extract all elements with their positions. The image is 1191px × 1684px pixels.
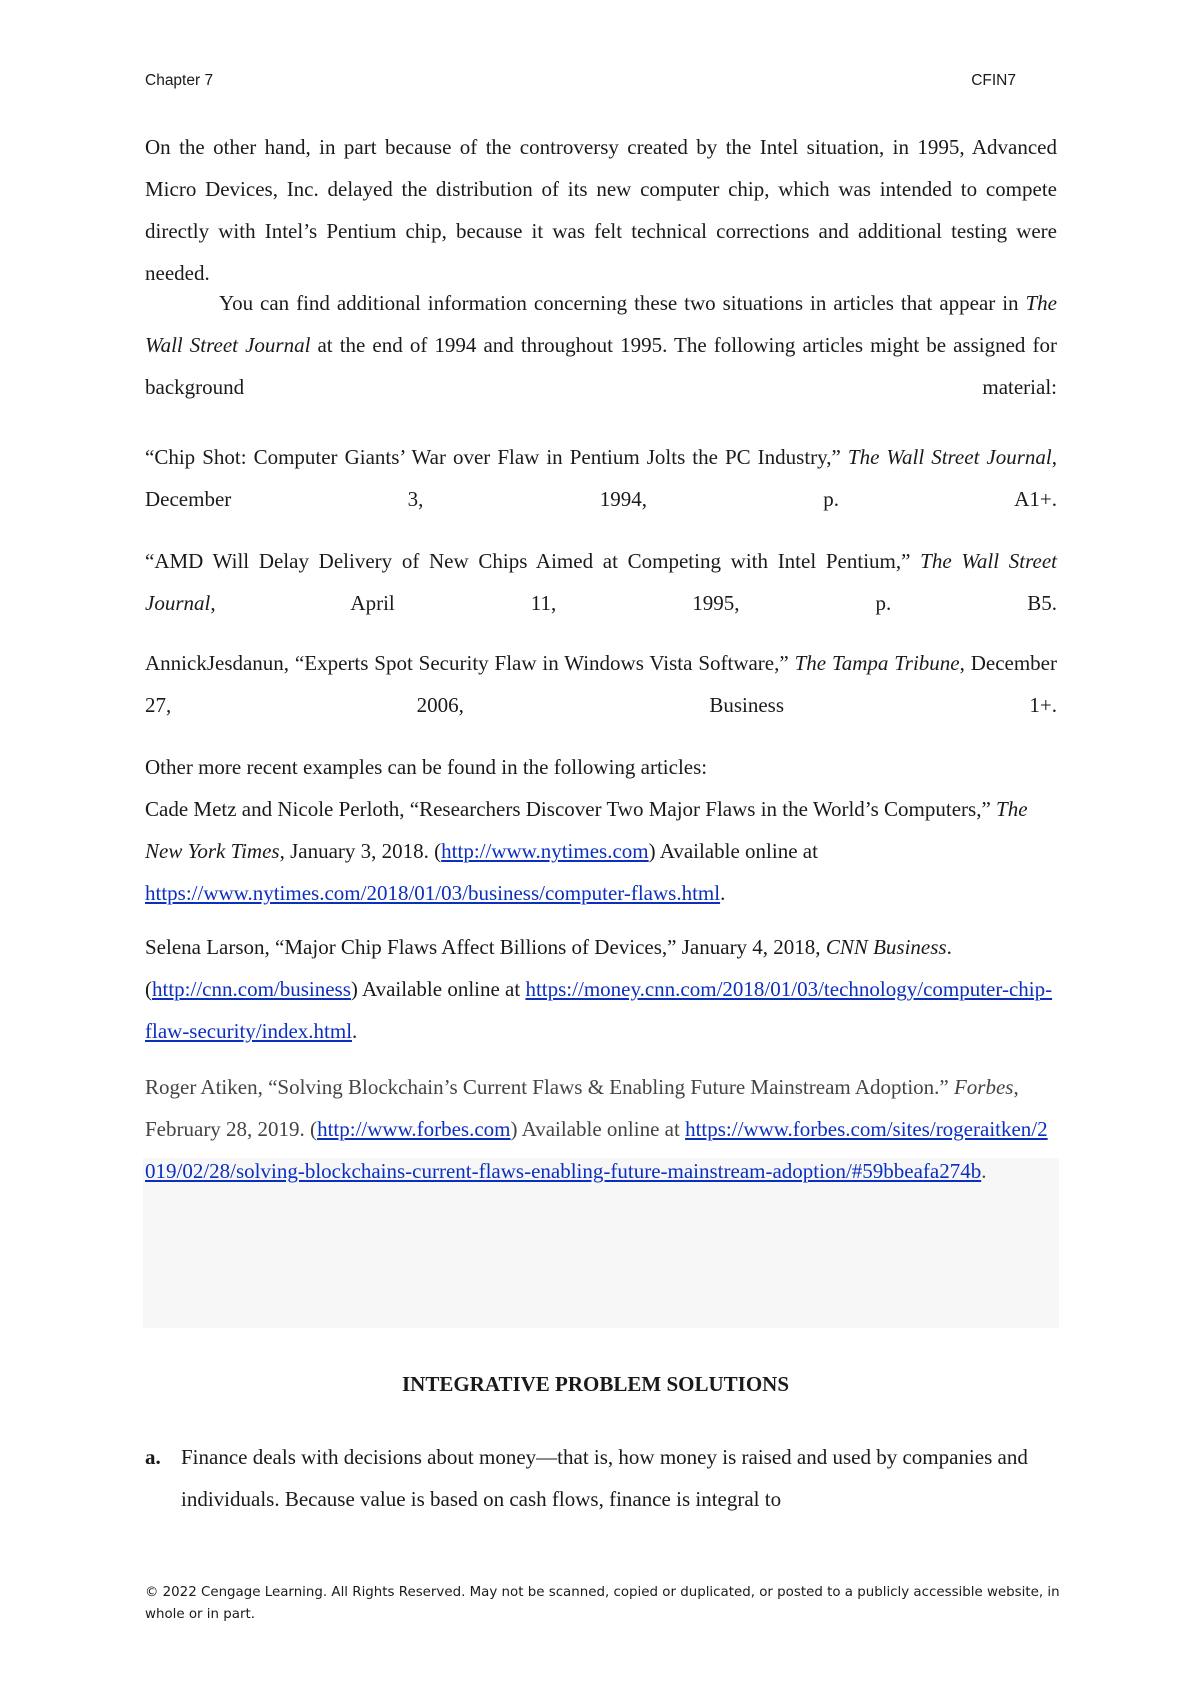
recent-examples-block (145, 746, 1057, 914)
recent-examples-intro: Other more recent examples can be found in the following articles: (145, 755, 708, 779)
copyright-footer: © 2022 Cengage Learning. All Rights Reserved. May not be scanned, copied or duplicated, or posted to a publicly accessible website, in whole or in part. (145, 1585, 1060, 1622)
item-text: Finance deals with decisions about money—that is, how money is raised and used by companies and individuals. Because value is based on cash flows, finance is integral to (181, 1445, 1028, 1511)
paragraph-amd-text: On the other hand, in part because of the controversy created by the Intel situation, in 1995, Advanced Micro Devices, Inc. delayed the distribution of its new computer chip, which was intended to compete directly with Intel’s Pentium chip, because it was felt technical corrections and additional testing were needed. (145, 135, 1057, 285)
running-header-course: CFIN7 (971, 72, 1016, 89)
forbes-article-link[interactable]: https://www.forbes.com/sites/rogeraitken/2019/02/28/solving-blockchains-current-flaws-enabling-future-mainstream-adoption/#59bbeafa274b (145, 1117, 1048, 1183)
reference-chip-shot: “Chip Shot: Computer Giants’ War over Flaw in Pentium Jolts the PC Industry,” The Wall Street Journal, December 3, 1994, p. A1+. (145, 445, 1058, 511)
section-heading: INTEGRATIVE PROBLEM SOLUTIONS (401, 1372, 790, 1396)
paragraph-articles-intro: You can find additional information concerning these two situations in articles that appear in The Wall Street Journal at the end of 1994 and throughout 1995. The following articles might be assigned for background material: (145, 291, 1057, 399)
running-header-chapter: Chapter 7 (145, 72, 214, 89)
solution-item-a (145, 1436, 1057, 1520)
nytimes-article-link[interactable]: https://www.nytimes.com/2018/01/03/business/computer-flaws.html (145, 881, 721, 905)
reference-vista-flaw: AnnickJesdanun, “Experts Spot Security Flaw in Windows Vista Software,” The Tampa Tribune, December 27, 2006, Business 1+. (145, 651, 1057, 717)
reference-amd-delay: “AMD Will Delay Delivery of New Chips Aimed at Competing with Intel Pentium,” The Wall Street Journal, April 11, 1995, p. B5. (145, 549, 1057, 615)
paragraph-amd (145, 126, 1057, 294)
item-label: a. (145, 1445, 161, 1469)
reference-cnn: Selena Larson, “Major Chip Flaws Affect Billions of Devices,” January 4, 2018, CNN Business. (http://cnn.com/business) Available online at https://money.cnn.com/2018/01/03/technology/computer-chip-flaw-security/index.html. (145, 935, 1053, 1043)
reference-forbes: Roger Atiken, “Solving Blockchain’s Current Flaws & Enabling Future Mainstream Adoption.” Forbes, February 28, 2019. (http://www.forbes.com) Available online at https://www.forbes.com/sites/rogeraitken/2019/02/28/solving-blockchains-current-flaws-enabling-future-mainstream-adoption/#59bbeafa274b. (145, 1075, 1048, 1183)
forbes-home-link[interactable]: http://www.forbes.com (317, 1117, 511, 1141)
cnn-article-link[interactable]: https://money.cnn.com/2018/01/03/technology/computer-chip-flaw-security/index.html (145, 977, 1053, 1043)
nytimes-home-link[interactable]: http://www.nytimes.com (441, 839, 649, 863)
cnn-home-link[interactable]: http://cnn.com/business (152, 977, 351, 1001)
journal-name: The Wall Street Journal (145, 291, 1057, 357)
reference-nytimes: Cade Metz and Nicole Perloth, “Researchers Discover Two Major Flaws in the World’s Computers,” The New York Times, January 3, 2018. (http://www.nytimes.com) Available online at https://www.nytimes.com/2018/01/03/business/computer-flaws.html. (145, 797, 1028, 905)
